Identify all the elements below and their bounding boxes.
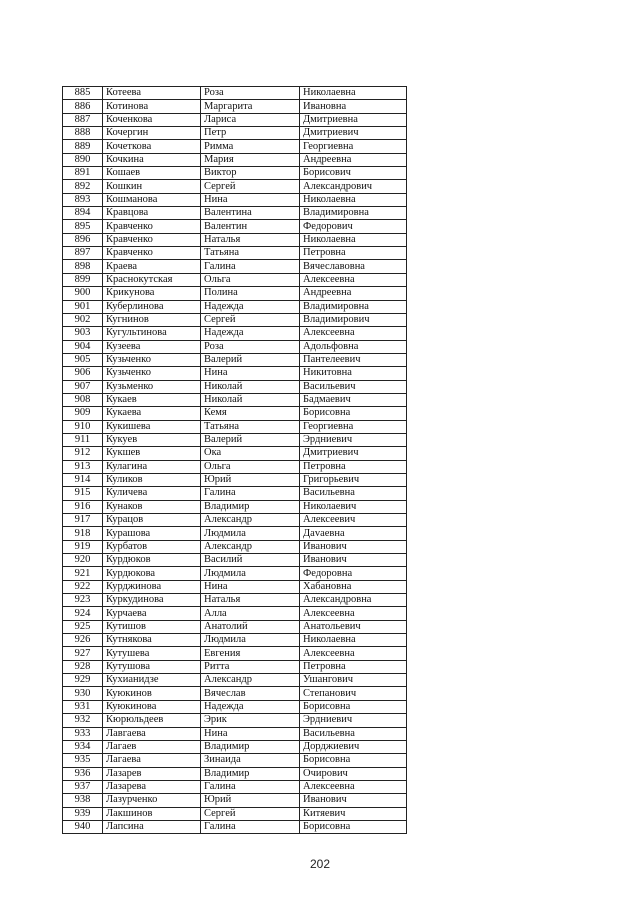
cell-surname: Кукишева — [103, 420, 201, 433]
cell-first-name: Римма — [201, 140, 300, 153]
cell-row-number: 904 — [63, 340, 103, 353]
cell-surname: Крикунова — [103, 287, 201, 300]
cell-surname: Кутушова — [103, 660, 201, 673]
cell-surname: Лапсина — [103, 820, 201, 833]
cell-patronymic: Дavaевна — [300, 527, 407, 540]
table-row — [63, 647, 407, 660]
table-row — [63, 540, 407, 553]
cell-first-name: Юрий — [201, 794, 300, 807]
cell-first-name: Валентина — [201, 207, 300, 220]
cell-patronymic: Борисовна — [300, 700, 407, 713]
table-row — [63, 433, 407, 446]
cell-patronymic: Дмитриевич — [300, 127, 407, 140]
cell-surname: Кулагина — [103, 460, 201, 473]
cell-patronymic: Алексеевич — [300, 514, 407, 527]
cell-patronymic: Петровна — [300, 460, 407, 473]
table-row — [63, 207, 407, 220]
cell-surname: Курджинова — [103, 580, 201, 593]
cell-row-number: 912 — [63, 447, 103, 460]
cell-first-name: Анатолий — [201, 620, 300, 633]
cell-first-name: Полина — [201, 287, 300, 300]
cell-first-name: Ока — [201, 447, 300, 460]
cell-row-number: 888 — [63, 127, 103, 140]
cell-row-number: 906 — [63, 367, 103, 380]
cell-patronymic: Борисовна — [300, 754, 407, 767]
cell-row-number: 905 — [63, 353, 103, 366]
cell-patronymic: Владимировна — [300, 300, 407, 313]
table-row — [63, 247, 407, 260]
cell-first-name: Василий — [201, 554, 300, 567]
cell-patronymic: Хабановна — [300, 580, 407, 593]
cell-row-number: 909 — [63, 407, 103, 420]
cell-first-name: Ольга — [201, 273, 300, 286]
cell-first-name: Надежда — [201, 700, 300, 713]
cell-row-number: 894 — [63, 207, 103, 220]
cell-first-name: Нина — [201, 367, 300, 380]
cell-surname: Лазарев — [103, 767, 201, 780]
cell-first-name: Сергей — [201, 180, 300, 193]
table-row — [63, 687, 407, 700]
cell-surname: Коченкова — [103, 113, 201, 126]
cell-patronymic: Вячеславовна — [300, 260, 407, 273]
cell-patronymic: Бадмаевич — [300, 393, 407, 406]
cell-row-number: 928 — [63, 660, 103, 673]
cell-surname: Котеева — [103, 87, 201, 100]
cell-first-name: Галина — [201, 487, 300, 500]
cell-row-number: 907 — [63, 380, 103, 393]
cell-first-name: Людмила — [201, 567, 300, 580]
table-row — [63, 193, 407, 206]
table-row — [63, 514, 407, 527]
cell-row-number: 939 — [63, 807, 103, 820]
cell-surname: Кошманова — [103, 193, 201, 206]
cell-first-name: Людмила — [201, 527, 300, 540]
table-row — [63, 460, 407, 473]
cell-patronymic: Дмитриевна — [300, 113, 407, 126]
cell-patronymic: Дмитриевич — [300, 447, 407, 460]
cell-first-name: Людмила — [201, 634, 300, 647]
table-row — [63, 260, 407, 273]
cell-first-name: Валерий — [201, 433, 300, 446]
cell-first-name: Галина — [201, 820, 300, 833]
table-row — [63, 180, 407, 193]
cell-patronymic: Борисович — [300, 167, 407, 180]
cell-patronymic: Петровна — [300, 247, 407, 260]
table-row — [63, 300, 407, 313]
cell-row-number: 900 — [63, 287, 103, 300]
cell-row-number: 938 — [63, 794, 103, 807]
cell-patronymic: Борисовна — [300, 407, 407, 420]
cell-first-name: Александр — [201, 514, 300, 527]
table-row — [63, 594, 407, 607]
table-row — [63, 287, 407, 300]
cell-patronymic: Николаевна — [300, 87, 407, 100]
cell-first-name: Лариса — [201, 113, 300, 126]
cell-row-number: 933 — [63, 727, 103, 740]
cell-patronymic: Никитовна — [300, 367, 407, 380]
cell-surname: Кузьменко — [103, 380, 201, 393]
cell-row-number: 897 — [63, 247, 103, 260]
cell-first-name: Николай — [201, 393, 300, 406]
cell-first-name: Наталья — [201, 594, 300, 607]
cell-patronymic: Алексеевна — [300, 647, 407, 660]
cell-first-name: Алла — [201, 607, 300, 620]
cell-surname: Кочкина — [103, 153, 201, 166]
cell-surname: Кукаев — [103, 393, 201, 406]
cell-patronymic: Николаевна — [300, 233, 407, 246]
cell-row-number: 932 — [63, 714, 103, 727]
cell-surname: Курашова — [103, 527, 201, 540]
cell-patronymic: Васильевна — [300, 487, 407, 500]
cell-first-name: Ольга — [201, 460, 300, 473]
table-row — [63, 127, 407, 140]
cell-surname: Краева — [103, 260, 201, 273]
table-row — [63, 380, 407, 393]
cell-row-number: 889 — [63, 140, 103, 153]
cell-first-name: Петр — [201, 127, 300, 140]
table-row — [63, 674, 407, 687]
cell-first-name: Галина — [201, 780, 300, 793]
cell-row-number: 923 — [63, 594, 103, 607]
cell-patronymic: Пантелеевич — [300, 353, 407, 366]
cell-patronymic: Николаевна — [300, 193, 407, 206]
cell-row-number: 918 — [63, 527, 103, 540]
table-row — [63, 447, 407, 460]
cell-patronymic: Алексеевна — [300, 327, 407, 340]
cell-patronymic: Васильевич — [300, 380, 407, 393]
table-row — [63, 580, 407, 593]
cell-row-number: 930 — [63, 687, 103, 700]
table-row — [63, 167, 407, 180]
table-row — [63, 607, 407, 620]
cell-first-name: Владимир — [201, 740, 300, 753]
cell-patronymic: Ушангович — [300, 674, 407, 687]
cell-first-name: Юрий — [201, 473, 300, 486]
cell-first-name: Виктор — [201, 167, 300, 180]
cell-first-name: Мария — [201, 153, 300, 166]
table-row — [63, 714, 407, 727]
cell-surname: Лакшинов — [103, 807, 201, 820]
cell-patronymic: Китяевич — [300, 807, 407, 820]
cell-surname: Лагаева — [103, 754, 201, 767]
cell-row-number: 940 — [63, 820, 103, 833]
cell-first-name: Нина — [201, 580, 300, 593]
cell-patronymic: Федорович — [300, 220, 407, 233]
table-row — [63, 820, 407, 833]
table-row — [63, 554, 407, 567]
cell-first-name: Наталья — [201, 233, 300, 246]
cell-row-number: 917 — [63, 514, 103, 527]
cell-first-name: Надежда — [201, 300, 300, 313]
cell-surname: Куберлинова — [103, 300, 201, 313]
cell-surname: Лавгаева — [103, 727, 201, 740]
cell-first-name: Надежда — [201, 327, 300, 340]
cell-first-name: Нина — [201, 727, 300, 740]
cell-patronymic: Владимировна — [300, 207, 407, 220]
table-row — [63, 140, 407, 153]
cell-row-number: 902 — [63, 313, 103, 326]
cell-patronymic: Николаевич — [300, 500, 407, 513]
cell-surname: Курбатов — [103, 540, 201, 553]
cell-row-number: 935 — [63, 754, 103, 767]
cell-surname: Краснокутская — [103, 273, 201, 286]
cell-surname: Лазарева — [103, 780, 201, 793]
table-row — [63, 567, 407, 580]
table-row — [63, 527, 407, 540]
table-row — [63, 113, 407, 126]
table-row — [63, 700, 407, 713]
cell-row-number: 887 — [63, 113, 103, 126]
cell-surname: Кошаев — [103, 167, 201, 180]
table-row — [63, 220, 407, 233]
cell-patronymic: Иванович — [300, 554, 407, 567]
cell-patronymic: Николаевна — [300, 634, 407, 647]
cell-row-number: 901 — [63, 300, 103, 313]
cell-surname: Кюрюльдеев — [103, 714, 201, 727]
cell-surname: Кошкин — [103, 180, 201, 193]
cell-row-number: 916 — [63, 500, 103, 513]
cell-row-number: 934 — [63, 740, 103, 753]
cell-patronymic: Анатольевич — [300, 620, 407, 633]
cell-surname: Кукаева — [103, 407, 201, 420]
cell-first-name: Александр — [201, 674, 300, 687]
cell-row-number: 895 — [63, 220, 103, 233]
cell-row-number: 896 — [63, 233, 103, 246]
roster-table — [62, 86, 407, 834]
cell-surname: Кугультинова — [103, 327, 201, 340]
cell-patronymic: Владимирович — [300, 313, 407, 326]
cell-patronymic: Иванович — [300, 540, 407, 553]
cell-row-number: 919 — [63, 540, 103, 553]
cell-first-name: Татьяна — [201, 247, 300, 260]
cell-first-name: Николай — [201, 380, 300, 393]
cell-patronymic: Алексеевна — [300, 780, 407, 793]
cell-surname: Кугнинов — [103, 313, 201, 326]
table-row — [63, 634, 407, 647]
cell-row-number: 924 — [63, 607, 103, 620]
cell-surname: Кукуев — [103, 433, 201, 446]
cell-surname: Кунаков — [103, 500, 201, 513]
cell-surname: Кочергин — [103, 127, 201, 140]
cell-first-name: Сергей — [201, 807, 300, 820]
cell-row-number: 886 — [63, 100, 103, 113]
table-row — [63, 367, 407, 380]
cell-first-name: Эрик — [201, 714, 300, 727]
cell-first-name: Зинаида — [201, 754, 300, 767]
cell-surname: Кравченко — [103, 247, 201, 260]
cell-first-name: Евгения — [201, 647, 300, 660]
cell-row-number: 915 — [63, 487, 103, 500]
cell-row-number: 903 — [63, 327, 103, 340]
table-row — [63, 313, 407, 326]
cell-first-name: Роза — [201, 340, 300, 353]
cell-row-number: 931 — [63, 700, 103, 713]
cell-surname: Лагаев — [103, 740, 201, 753]
cell-row-number: 926 — [63, 634, 103, 647]
cell-first-name: Александр — [201, 540, 300, 553]
cell-row-number: 891 — [63, 167, 103, 180]
cell-surname: Курдюков — [103, 554, 201, 567]
cell-surname: Куркудинова — [103, 594, 201, 607]
cell-patronymic: Георгиевна — [300, 140, 407, 153]
table-row — [63, 340, 407, 353]
cell-patronymic: Борисовна — [300, 820, 407, 833]
cell-patronymic: Васильевна — [300, 727, 407, 740]
table-row — [63, 727, 407, 740]
table-row — [63, 500, 407, 513]
cell-first-name: Маргарита — [201, 100, 300, 113]
cell-first-name: Татьяна — [201, 420, 300, 433]
cell-first-name: Роза — [201, 87, 300, 100]
cell-surname: Кутушева — [103, 647, 201, 660]
cell-row-number: 920 — [63, 554, 103, 567]
table-row — [63, 233, 407, 246]
cell-row-number: 908 — [63, 393, 103, 406]
cell-patronymic: Александрович — [300, 180, 407, 193]
cell-first-name: Вячеслав — [201, 687, 300, 700]
cell-surname: Кравченко — [103, 233, 201, 246]
cell-surname: Лазурченко — [103, 794, 201, 807]
table-row — [63, 393, 407, 406]
cell-first-name: Владимир — [201, 767, 300, 780]
cell-surname: Кузеева — [103, 340, 201, 353]
cell-surname: Куюкинова — [103, 700, 201, 713]
cell-surname: Кузьченко — [103, 353, 201, 366]
cell-patronymic: Иванович — [300, 794, 407, 807]
cell-surname: Котинова — [103, 100, 201, 113]
roster-body — [63, 87, 407, 834]
cell-first-name: Галина — [201, 260, 300, 273]
cell-first-name: Сергей — [201, 313, 300, 326]
table-row — [63, 273, 407, 286]
cell-row-number: 885 — [63, 87, 103, 100]
table-row — [63, 353, 407, 366]
cell-surname: Куюкинов — [103, 687, 201, 700]
cell-patronymic: Эрдниевич — [300, 714, 407, 727]
cell-row-number: 890 — [63, 153, 103, 166]
table-row — [63, 740, 407, 753]
cell-first-name: Валерий — [201, 353, 300, 366]
cell-row-number: 914 — [63, 473, 103, 486]
table-row — [63, 660, 407, 673]
table-row — [63, 327, 407, 340]
cell-surname: Курацов — [103, 514, 201, 527]
cell-patronymic: Эрдниевич — [300, 433, 407, 446]
cell-patronymic: Алексеевна — [300, 607, 407, 620]
cell-row-number: 892 — [63, 180, 103, 193]
cell-patronymic: Очирович — [300, 767, 407, 780]
cell-surname: Кравченко — [103, 220, 201, 233]
cell-patronymic: Георгиевна — [300, 420, 407, 433]
cell-patronymic: Григорьевич — [300, 473, 407, 486]
cell-patronymic: Степанович — [300, 687, 407, 700]
cell-row-number: 921 — [63, 567, 103, 580]
cell-row-number: 937 — [63, 780, 103, 793]
cell-row-number: 913 — [63, 460, 103, 473]
cell-patronymic: Петровна — [300, 660, 407, 673]
cell-patronymic: Андреевна — [300, 287, 407, 300]
cell-surname: Куличева — [103, 487, 201, 500]
cell-patronymic: Александровна — [300, 594, 407, 607]
cell-row-number: 911 — [63, 433, 103, 446]
cell-row-number: 927 — [63, 647, 103, 660]
cell-row-number: 910 — [63, 420, 103, 433]
cell-first-name: Ритта — [201, 660, 300, 673]
cell-surname: Кузьченко — [103, 367, 201, 380]
cell-patronymic: Дорджиевич — [300, 740, 407, 753]
cell-row-number: 899 — [63, 273, 103, 286]
table-row — [63, 807, 407, 820]
page-number: 202 — [309, 857, 331, 871]
cell-first-name: Владимир — [201, 500, 300, 513]
cell-first-name: Кемя — [201, 407, 300, 420]
table-row — [63, 620, 407, 633]
table-row — [63, 767, 407, 780]
cell-surname: Курдюкова — [103, 567, 201, 580]
cell-surname: Кравцова — [103, 207, 201, 220]
table-row — [63, 794, 407, 807]
table-row — [63, 473, 407, 486]
table-row — [63, 100, 407, 113]
cell-first-name: Валентин — [201, 220, 300, 233]
cell-row-number: 936 — [63, 767, 103, 780]
cell-surname: Кукшев — [103, 447, 201, 460]
cell-patronymic: Алексеевна — [300, 273, 407, 286]
cell-patronymic: Ивановна — [300, 100, 407, 113]
table-row — [63, 407, 407, 420]
cell-row-number: 922 — [63, 580, 103, 593]
table-row — [63, 153, 407, 166]
cell-surname: Курчаева — [103, 607, 201, 620]
cell-patronymic: Андреевна — [300, 153, 407, 166]
table-row — [63, 87, 407, 100]
cell-surname: Кочеткова — [103, 140, 201, 153]
table-row — [63, 754, 407, 767]
cell-row-number: 898 — [63, 260, 103, 273]
cell-patronymic: Адольфовна — [300, 340, 407, 353]
cell-surname: Кутнякова — [103, 634, 201, 647]
table-row — [63, 487, 407, 500]
cell-surname: Кутишов — [103, 620, 201, 633]
cell-row-number: 893 — [63, 193, 103, 206]
cell-row-number: 925 — [63, 620, 103, 633]
cell-surname: Куликов — [103, 473, 201, 486]
cell-row-number: 929 — [63, 674, 103, 687]
table-row — [63, 420, 407, 433]
cell-surname: Кухианидзе — [103, 674, 201, 687]
cell-patronymic: Федоровна — [300, 567, 407, 580]
cell-first-name: Нина — [201, 193, 300, 206]
table-row — [63, 780, 407, 793]
